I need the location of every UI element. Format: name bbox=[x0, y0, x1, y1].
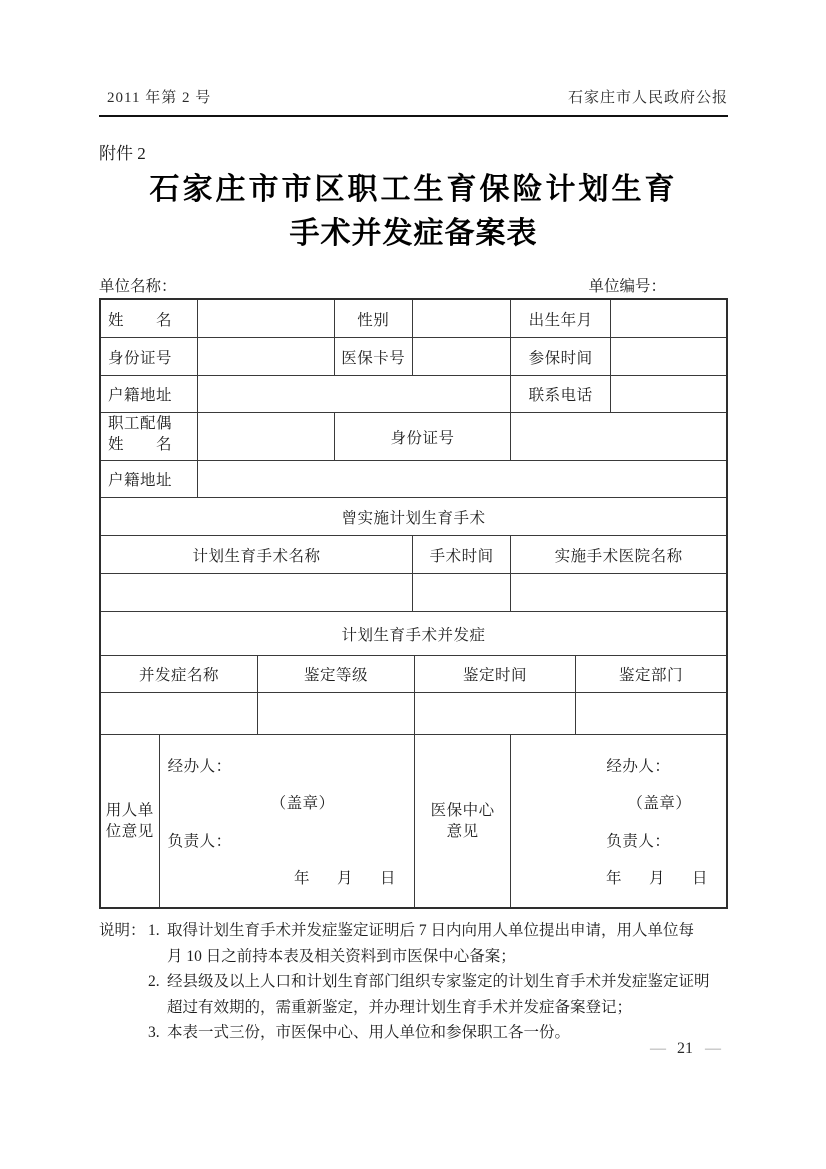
surgery-hospital-value bbox=[511, 574, 726, 612]
spouse-name-label-line2: 姓 名 bbox=[108, 436, 173, 453]
enroll-time-value bbox=[611, 338, 726, 376]
note-text: 取得计划生育手术并发症鉴定证明后 7 日内向用人单位提出申请，用人单位每 bbox=[167, 922, 695, 939]
table-row-name bbox=[101, 300, 726, 338]
section-complication-title: 计划生育手术并发症 bbox=[101, 612, 726, 656]
surgery-hospital-header: 实施手术医院名称 bbox=[511, 536, 726, 574]
spouse-name-value bbox=[198, 413, 334, 461]
note-line bbox=[99, 1020, 728, 1046]
complication-time-value bbox=[415, 693, 576, 735]
complication-time-header: 鉴定时间 bbox=[415, 656, 576, 693]
employer-opinion-label-line2: 位意见 bbox=[105, 823, 154, 840]
note-number-1: 1. bbox=[148, 922, 160, 939]
masthead-publication: 石家庄市人民政府公报 bbox=[567, 90, 728, 106]
day-label: 日 bbox=[691, 869, 708, 887]
center-opinion-label bbox=[415, 735, 511, 907]
section-surgery-title: 曾实施计划生育手术 bbox=[101, 498, 726, 536]
name-value bbox=[198, 300, 334, 338]
spouse-name-label-line1: 职工配偶 bbox=[108, 415, 173, 432]
table-row-surgery-header bbox=[101, 536, 726, 574]
attachment-label: 附件 2 bbox=[99, 144, 146, 163]
insurance-card-label: 医保卡号 bbox=[335, 338, 414, 376]
insurance-card-value bbox=[413, 338, 511, 376]
complication-name-header: 并发症名称 bbox=[101, 656, 258, 693]
address-label: 户籍地址 bbox=[101, 376, 198, 413]
page-number-value: 21 bbox=[677, 1040, 693, 1057]
table-row-address bbox=[101, 376, 726, 413]
table-row-complication-header bbox=[101, 656, 726, 693]
table-section-complication bbox=[101, 612, 726, 656]
phone-value bbox=[611, 376, 726, 413]
form-table bbox=[99, 298, 728, 909]
note-text: 超过有效期的，需重新鉴定，并办理计划生育手术并发症备案登记； bbox=[167, 998, 633, 1016]
id-number-value bbox=[198, 338, 334, 376]
document-title-line2: 手术并发症备案表 bbox=[289, 217, 538, 250]
page-number-dash-left: — bbox=[650, 1040, 665, 1057]
masthead-rule bbox=[99, 115, 728, 117]
employer-agent-label: 经办人： bbox=[167, 758, 232, 775]
gender-value bbox=[413, 300, 511, 338]
table-row-spouse-address bbox=[101, 461, 726, 498]
employer-opinion-label bbox=[101, 735, 160, 907]
month-label: 月 bbox=[336, 869, 353, 887]
spouse-name-label bbox=[101, 413, 198, 461]
note-number-3: 3. bbox=[148, 1024, 160, 1041]
notes-label: 说明： bbox=[99, 922, 146, 939]
complication-department-header: 鉴定部门 bbox=[576, 656, 726, 693]
document-title bbox=[99, 168, 728, 256]
note-line bbox=[99, 995, 728, 1021]
enroll-time-label: 参保时间 bbox=[511, 338, 610, 376]
masthead bbox=[99, 0, 728, 107]
spouse-address-label: 户籍地址 bbox=[101, 461, 198, 498]
complication-name-value bbox=[101, 693, 258, 735]
spouse-id-value bbox=[511, 413, 726, 461]
phone-label: 联系电话 bbox=[511, 376, 610, 413]
complication-grade-header: 鉴定等级 bbox=[258, 656, 415, 693]
page-content bbox=[99, 0, 728, 1046]
notes bbox=[99, 918, 728, 1046]
note-number-2: 2. bbox=[148, 973, 160, 990]
unit-name-label: 单位名称： bbox=[99, 278, 177, 295]
spouse-address-value bbox=[198, 461, 726, 498]
year-label: 年 bbox=[605, 869, 622, 887]
note-text: 月 10 日之前持本表及相关资料到市医保中心备案； bbox=[167, 947, 516, 965]
employer-signature-area bbox=[160, 735, 415, 907]
employer-opinion-label-line1: 用人单 bbox=[105, 802, 154, 819]
id-number-label: 身份证号 bbox=[101, 338, 198, 376]
note-line bbox=[99, 944, 728, 970]
surgery-time-header: 手术时间 bbox=[413, 536, 511, 574]
note-text: 经县级及以上人口和计划生育部门组织专家鉴定的计划生育手术并发症鉴定证明 bbox=[167, 973, 710, 990]
table-section-surgery bbox=[101, 498, 726, 536]
complication-grade-value bbox=[258, 693, 415, 735]
center-agent-label: 经办人： bbox=[606, 758, 671, 775]
document-title-line1: 石家庄市市区职工生育保险计划生育 bbox=[149, 173, 678, 206]
address-value bbox=[198, 376, 511, 413]
surgery-name-value bbox=[101, 574, 413, 612]
center-opinion-label-line2: 意见 bbox=[446, 823, 479, 840]
year-label: 年 bbox=[293, 869, 310, 887]
table-row-complication-entry bbox=[101, 693, 726, 735]
masthead-issue: 2011 年第 2 号 bbox=[107, 90, 212, 106]
center-principal-label: 负责人： bbox=[606, 832, 671, 850]
surgery-name-header: 计划生育手术名称 bbox=[101, 536, 413, 574]
complication-department-value bbox=[576, 693, 726, 735]
employer-principal-label: 负责人： bbox=[167, 832, 232, 850]
birth-label: 出生年月 bbox=[511, 300, 610, 338]
table-row-signatures bbox=[101, 735, 726, 907]
surgery-time-value bbox=[413, 574, 511, 612]
birth-value bbox=[611, 300, 726, 338]
note-line bbox=[99, 918, 728, 944]
center-seal-label: （盖章） bbox=[627, 795, 692, 813]
center-date-line bbox=[511, 869, 726, 889]
name-label: 姓 名 bbox=[101, 300, 198, 338]
table-row-id bbox=[101, 338, 726, 376]
gender-label: 性别 bbox=[335, 300, 414, 338]
unit-code-label: 单位编号： bbox=[588, 278, 666, 295]
employer-date-line bbox=[160, 869, 414, 889]
center-opinion-label-line1: 医保中心 bbox=[430, 802, 495, 819]
month-label: 月 bbox=[648, 869, 665, 887]
unit-line bbox=[99, 274, 728, 296]
page-number-dash-right: — bbox=[705, 1040, 720, 1057]
table-row-surgery-entry bbox=[101, 574, 726, 612]
page-number bbox=[650, 1040, 720, 1058]
note-text: 本表一式三份，市医保中心、用人单位和参保职工各一份。 bbox=[167, 1024, 571, 1041]
day-label: 日 bbox=[379, 869, 396, 887]
note-line bbox=[99, 969, 728, 995]
table-row-spouse bbox=[101, 413, 726, 461]
center-signature-area bbox=[511, 735, 726, 907]
spouse-id-label: 身份证号 bbox=[335, 413, 512, 461]
employer-seal-label: （盖章） bbox=[270, 795, 335, 813]
